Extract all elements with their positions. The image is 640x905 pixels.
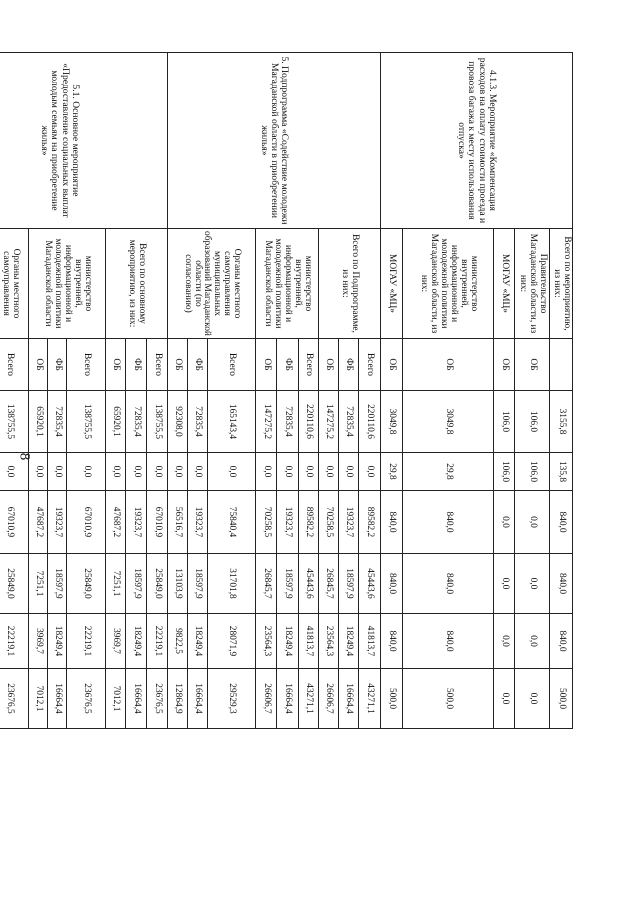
budget-table	[0, 52, 573, 899]
value-cell: 7012,1	[29, 669, 48, 729]
value-cell: 165143,4	[208, 391, 256, 453]
value-cell: 0,0	[208, 453, 256, 491]
value-cell: 500,0	[403, 669, 494, 729]
subprogram-5-cell: 5. Подпрограмма «Содействие молодежи Магаданской области в приобретении жилья»	[168, 53, 381, 229]
value-cell: 0,0	[29, 453, 48, 491]
value-cell: 0,0	[188, 453, 208, 491]
value-cell: 19323,7	[277, 491, 299, 554]
value-cell: 0,0	[168, 453, 188, 491]
funding-source: ФБ	[339, 339, 359, 391]
value-cell: 26845,7	[256, 554, 277, 614]
row-label: министерство внутренней, информационной и молодежной политики Магаданской области	[256, 229, 319, 339]
value-cell: 19323,7	[48, 491, 67, 554]
value-cell: 75840,4	[208, 491, 256, 554]
value-cell: 29,8	[403, 453, 494, 491]
value-cell: 18249,4	[188, 614, 208, 669]
funding-source: ОБ	[403, 339, 494, 391]
value-cell: 12864,9	[168, 669, 188, 729]
value-cell: 0,0	[515, 614, 550, 669]
value-cell: 106,0	[515, 391, 550, 453]
value-cell: 22219,1	[147, 614, 168, 669]
value-cell: 220110,6	[359, 391, 381, 453]
value-cell: 106,0	[494, 391, 515, 453]
value-cell: 18597,9	[48, 554, 67, 614]
value-cell: 23676,5	[67, 669, 106, 729]
value-cell: 26845,7	[319, 554, 339, 614]
value-cell: 47687,2	[106, 491, 126, 554]
value-cell: 25849,0	[147, 554, 168, 614]
value-cell: 18597,9	[339, 554, 359, 614]
funding-source: ОБ	[381, 339, 403, 391]
value-cell: 138755,5	[0, 391, 29, 453]
funding-source: ФБ	[277, 339, 299, 391]
value-cell: 67010,9	[0, 491, 29, 554]
value-cell: 41813,7	[359, 614, 381, 669]
value-cell: 43271,1	[299, 669, 319, 729]
funding-source: ОБ	[494, 339, 515, 391]
page-number: 8	[16, 452, 33, 461]
value-cell: 23676,5	[0, 669, 29, 729]
value-cell: 22219,1	[0, 614, 29, 669]
value-cell: 7251,1	[106, 554, 126, 614]
row-label: Всего по мероприятию, из них:	[550, 229, 573, 339]
value-cell: 500,0	[381, 669, 403, 729]
value-cell: 840,0	[550, 554, 573, 614]
funding-source: ОБ	[168, 339, 188, 391]
value-cell: 138755,5	[147, 391, 168, 453]
value-cell: 840,0	[403, 614, 494, 669]
value-cell: 56516,7	[168, 491, 188, 554]
rotated-table-container	[0, 52, 573, 898]
value-cell: 72835,4	[48, 391, 67, 453]
value-cell: 0,0	[0, 453, 29, 491]
activity-413-cell: 4.1.3. Мероприятие «Компенсация расходов на оплату стоимости проезда и провоза багажа к месту использования отпуска»	[381, 53, 573, 229]
table-body	[0, 53, 573, 899]
value-cell: 0,0	[339, 453, 359, 491]
value-cell: 0,0	[319, 453, 339, 491]
funding-source: ОБ	[29, 339, 48, 391]
value-cell: 25849,0	[0, 554, 29, 614]
funding-source: ОБ	[515, 339, 550, 391]
row-label: МОГАУ «МЦ»	[494, 229, 515, 339]
value-cell: 92308,0	[168, 391, 188, 453]
value-cell: 840,0	[403, 491, 494, 554]
value-cell: 23564,3	[319, 614, 339, 669]
value-cell: 72835,4	[339, 391, 359, 453]
value-cell: 840,0	[550, 614, 573, 669]
value-cell: 0,0	[126, 453, 147, 491]
value-cell: 0,0	[256, 453, 277, 491]
main-51-cell: 5.1. Основное мероприятие «Предоставление социальных выплат молодым семьям на приобретение жилья»	[0, 53, 168, 229]
value-cell: 3969,7	[29, 614, 48, 669]
value-cell: 840,0	[381, 614, 403, 669]
value-cell: 45443,6	[299, 554, 319, 614]
value-cell: 67010,9	[67, 491, 106, 554]
value-cell: 840,0	[550, 491, 573, 554]
funding-source: ОБ	[319, 339, 339, 391]
value-cell: 0,0	[494, 554, 515, 614]
value-cell: 72835,4	[126, 391, 147, 453]
value-cell: 135,8	[550, 453, 573, 491]
funding-source: Всего	[0, 339, 29, 391]
value-cell: 29,8	[381, 453, 403, 491]
value-cell: 0,0	[515, 554, 550, 614]
value-cell: 16664,4	[277, 669, 299, 729]
funding-source	[550, 339, 573, 391]
value-cell: 0,0	[359, 453, 381, 491]
value-cell: 23564,3	[256, 614, 277, 669]
funding-source: ОБ	[256, 339, 277, 391]
value-cell: 0,0	[494, 491, 515, 554]
value-cell: 840,0	[381, 554, 403, 614]
value-cell: 138755,5	[67, 391, 106, 453]
funding-source: Всего	[67, 339, 106, 391]
value-cell: 3969,7	[106, 614, 126, 669]
value-cell: 0,0	[67, 453, 106, 491]
value-cell: 26606,7	[319, 669, 339, 729]
value-cell: 89582,2	[299, 491, 319, 554]
value-cell: 25849,0	[67, 554, 106, 614]
value-cell: 22219,1	[67, 614, 106, 669]
value-cell: 147275,2	[256, 391, 277, 453]
funding-source: ФБ	[48, 339, 67, 391]
value-cell: 19323,7	[126, 491, 147, 554]
row-label: Органы местного самоуправления	[0, 229, 29, 339]
row-label: Всего по основному мероприятию, из них:	[106, 229, 168, 339]
value-cell: 28071,9	[208, 614, 256, 669]
value-cell: 220110,6	[299, 391, 319, 453]
value-cell: 19323,7	[188, 491, 208, 554]
value-cell: 500,0	[550, 669, 573, 729]
value-cell: 0,0	[515, 491, 550, 554]
value-cell: 65920,1	[106, 391, 126, 453]
value-cell: 0,0	[494, 669, 515, 729]
value-cell: 3049,8	[381, 391, 403, 453]
value-cell: 18249,4	[48, 614, 67, 669]
value-cell: 41813,7	[299, 614, 319, 669]
value-cell: 31701,8	[208, 554, 256, 614]
value-cell: 840,0	[403, 554, 494, 614]
value-cell: 16664,4	[188, 669, 208, 729]
value-cell: 13103,9	[168, 554, 188, 614]
value-cell: 106,0	[515, 453, 550, 491]
value-cell: 16664,4	[339, 669, 359, 729]
value-cell: 45443,6	[359, 554, 381, 614]
value-cell: 18249,4	[339, 614, 359, 669]
value-cell: 70258,5	[319, 491, 339, 554]
value-cell: 16664,4	[126, 669, 147, 729]
row-label: министерство внутренней, информационной и молодежной политики Магаданской области, из них:	[403, 229, 494, 339]
value-cell: 23676,5	[147, 669, 168, 729]
value-cell: 7012,1	[106, 669, 126, 729]
row-label: Правительство Магаданской области, из них:	[515, 229, 550, 339]
value-cell: 72835,4	[277, 391, 299, 453]
value-cell: 18597,9	[277, 554, 299, 614]
funding-source: Всего	[299, 339, 319, 391]
funding-source: Всего	[208, 339, 256, 391]
value-cell: 18597,9	[126, 554, 147, 614]
value-cell: 18597,9	[188, 554, 208, 614]
value-cell: 147275,2	[319, 391, 339, 453]
funding-source: ОБ	[106, 339, 126, 391]
value-cell: 0,0	[277, 453, 299, 491]
value-cell: 70258,5	[256, 491, 277, 554]
value-cell: 0,0	[48, 453, 67, 491]
value-cell: 19323,7	[339, 491, 359, 554]
funding-source: Всего	[147, 339, 168, 391]
value-cell: 840,0	[381, 491, 403, 554]
row-label: министерство внутренней, информационной и молодежной политики Магаданской области	[29, 229, 106, 339]
value-cell: 65920,1	[29, 391, 48, 453]
value-cell: 0,0	[515, 669, 550, 729]
funding-source: ФБ	[126, 339, 147, 391]
row-label: МОГАУ «МЦ»	[381, 229, 403, 339]
value-cell: 3155,8	[550, 391, 573, 453]
value-cell: 67010,9	[147, 491, 168, 554]
value-cell: 7251,1	[29, 554, 48, 614]
row-label: Органы местного самоуправления муниципальных образований Магаданской области (по согласованию)	[168, 229, 256, 339]
value-cell: 29529,3	[208, 669, 256, 729]
value-cell: 26606,7	[256, 669, 277, 729]
value-cell: 18249,4	[277, 614, 299, 669]
value-cell: 106,0	[494, 453, 515, 491]
row-label: Всего по Подпрограмме, из них:	[319, 229, 381, 339]
value-cell: 43271,1	[359, 669, 381, 729]
value-cell: 47687,2	[29, 491, 48, 554]
value-cell: 72835,4	[188, 391, 208, 453]
value-cell: 16664,4	[48, 669, 67, 729]
value-cell: 0,0	[494, 614, 515, 669]
value-cell: 0,0	[299, 453, 319, 491]
funding-source: Всего	[359, 339, 381, 391]
value-cell: 3049,8	[403, 391, 494, 453]
value-cell: 0,0	[106, 453, 126, 491]
funding-source: ФБ	[188, 339, 208, 391]
value-cell: 9822,5	[168, 614, 188, 669]
value-cell: 18249,4	[126, 614, 147, 669]
value-cell: 89582,2	[359, 491, 381, 554]
value-cell: 0,0	[147, 453, 168, 491]
